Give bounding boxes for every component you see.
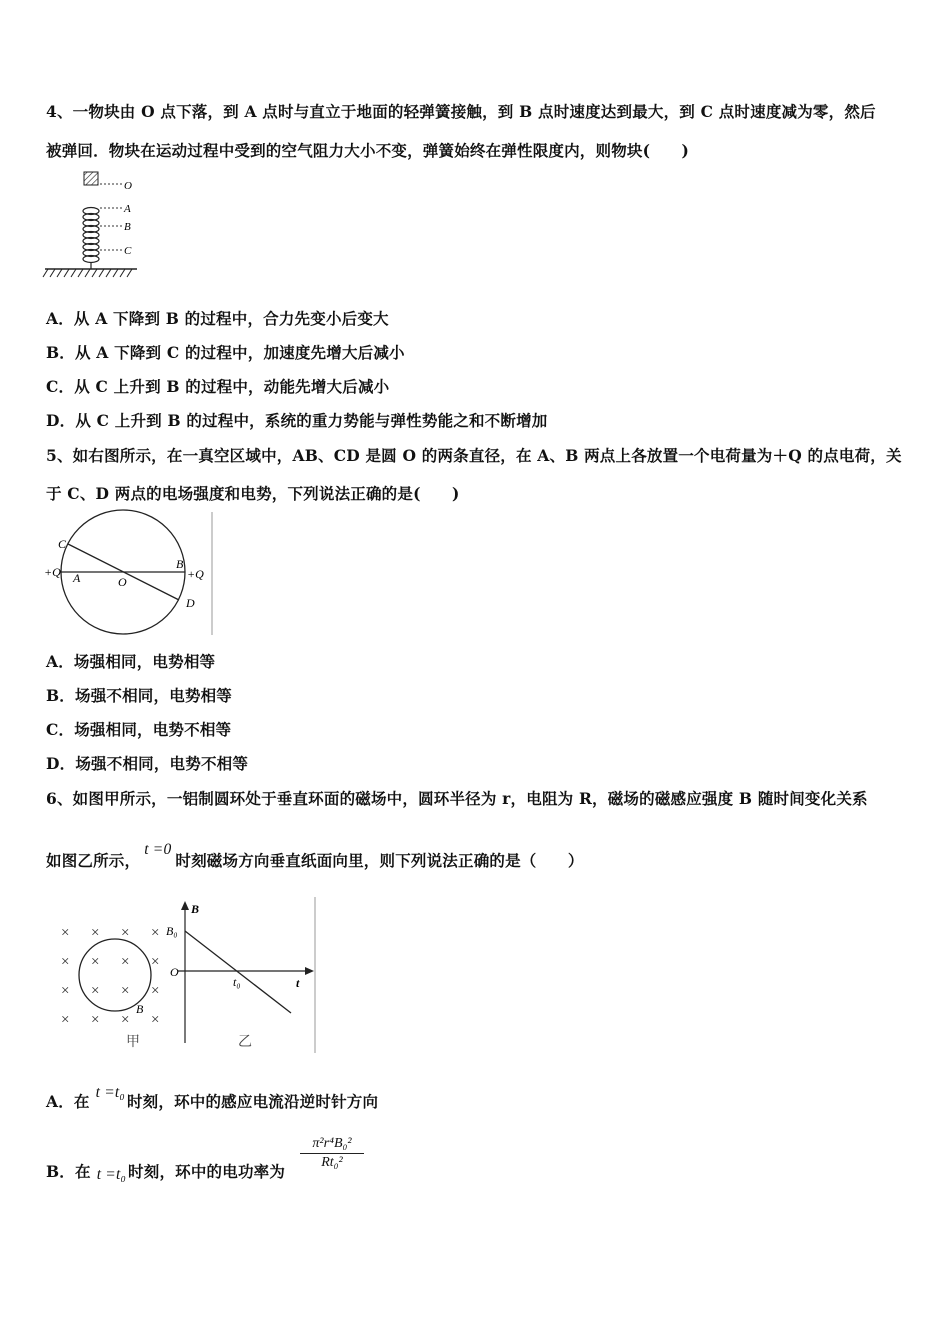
svg-text:×: × — [61, 925, 70, 941]
fraction-denominator: Rt₀² — [321, 1155, 343, 1170]
q4-option-c: C．从 C 上升到 B 的过程中，动能先增大后减小 — [46, 377, 390, 396]
q6-stem-prefix: 如图乙所示， — [46, 851, 141, 870]
fraction-numerator: π²r⁴B₀² — [300, 1136, 364, 1154]
svg-text:×: × — [121, 1012, 130, 1028]
q5-option-d: D．场强不相同，电势不相等 — [46, 754, 249, 773]
b-t-graph — [166, 901, 314, 1050]
caption-jia: 甲 — [126, 1035, 140, 1050]
q5-stem-line-1: 5、如右图所示，在一真空区域中，AB、CD 是圆 O 的两条直径，在 A、B 两点上各放置一个电荷量为＋Q 的点电荷，关 — [46, 446, 902, 465]
label-a: A — [124, 203, 131, 215]
label-left-charge: +Q — [44, 565, 61, 579]
q5-option-b: B．场强不相同，电势相等 — [46, 686, 233, 705]
label-t0: t₀ — [233, 975, 241, 989]
q5-option-c: C．场强相同，电势不相等 — [46, 720, 232, 739]
svg-text:×: × — [151, 925, 160, 941]
svg-text:×: × — [121, 925, 130, 941]
svg-text:×: × — [151, 954, 160, 970]
q6-stem-suffix: 时刻磁场方向垂直纸面向里，则下列说法正确的是（ ） — [175, 851, 584, 870]
q6-option-b: B．在 t =t₀ 时刻，环中的电功率为 — [46, 1162, 286, 1183]
q6-power-fraction — [300, 1136, 364, 1171]
svg-text:×: × — [151, 983, 160, 999]
label-right-charge: +Q — [187, 567, 204, 581]
q4-stem-line-2: 被弹回．物块在运动过程中受到的空气阻力大小不变，弹簧始终在弹性限度内，则物块( ) — [46, 141, 690, 160]
label-b0: B₀ — [166, 924, 178, 938]
label-o: O — [118, 575, 127, 589]
ring-label-b: B — [136, 1002, 144, 1016]
axis-label-b: B — [191, 902, 200, 916]
svg-text:×: × — [91, 954, 100, 970]
q4-option-b: B．从 A 下降到 C 的过程中，加速度先增大后减小 — [46, 343, 405, 362]
q6-stem-line-1: 6、如图甲所示，一铝制圆环处于垂直环面的磁场中，圆环半径为 r，电阻为 R，磁场的磁感应强度 B 随时间变化关系 — [46, 789, 868, 808]
label-b: B — [124, 221, 131, 233]
q4-stem-line-1: 4、一物块由 O 点下落，到 A 点时与直立于地面的轻弹簧接触，到 B 点时速度达到最大，到 C 点时速度减为零，然后 — [46, 102, 876, 121]
label-c: C — [58, 537, 67, 551]
q4-option-d: D．从 C 上升到 B 的过程中，系统的重力势能与弹性势能之和不断增加 — [46, 411, 548, 430]
label-d: D — [186, 596, 195, 610]
q4-option-a: A．从 A 下降到 B 的过程中，合力先变小后变大 — [46, 309, 389, 328]
label-o: O — [124, 180, 132, 192]
q6-option-a-time: t =t₀ — [95, 1084, 125, 1101]
q4-spring-figure — [40, 168, 170, 283]
ground — [43, 269, 137, 277]
axis-label-t: t — [296, 976, 300, 990]
b-line — [185, 931, 291, 1013]
svg-text:×: × — [121, 954, 130, 970]
label-c: C — [124, 245, 132, 257]
q6-stem-line-2 — [46, 841, 584, 871]
block — [84, 172, 98, 185]
q6-option-b-time: t =t₀ — [96, 1166, 127, 1183]
svg-text:×: × — [91, 983, 100, 999]
q6-figure — [40, 893, 330, 1058]
svg-text:×: × — [61, 954, 70, 970]
svg-text:×: × — [121, 983, 130, 999]
label-origin: O — [170, 965, 179, 979]
svg-text:×: × — [91, 1012, 100, 1028]
aluminum-ring — [79, 939, 151, 1011]
svg-text:×: × — [61, 1012, 70, 1028]
q6-option-a: A．在 t =t₀ 时刻，环中的感应电流沿逆时针方向 — [46, 1084, 379, 1111]
q6-stem-time: t =0 — [144, 841, 172, 858]
label-b: B — [176, 557, 184, 571]
magnetic-field-crosses — [61, 925, 159, 1028]
q5-option-a: A．场强相同，电势相等 — [46, 652, 216, 671]
caption-yi: 乙 — [238, 1035, 252, 1050]
svg-text:×: × — [151, 1012, 160, 1028]
spring — [83, 208, 99, 270]
q5-circle-figure — [40, 510, 220, 640]
q5-stem-line-2: 于 C、D 两点的电场强度和电势，下列说法正确的是( ) — [46, 484, 460, 503]
svg-text:×: × — [61, 983, 70, 999]
label-a: A — [73, 571, 81, 585]
svg-text:×: × — [91, 925, 100, 941]
